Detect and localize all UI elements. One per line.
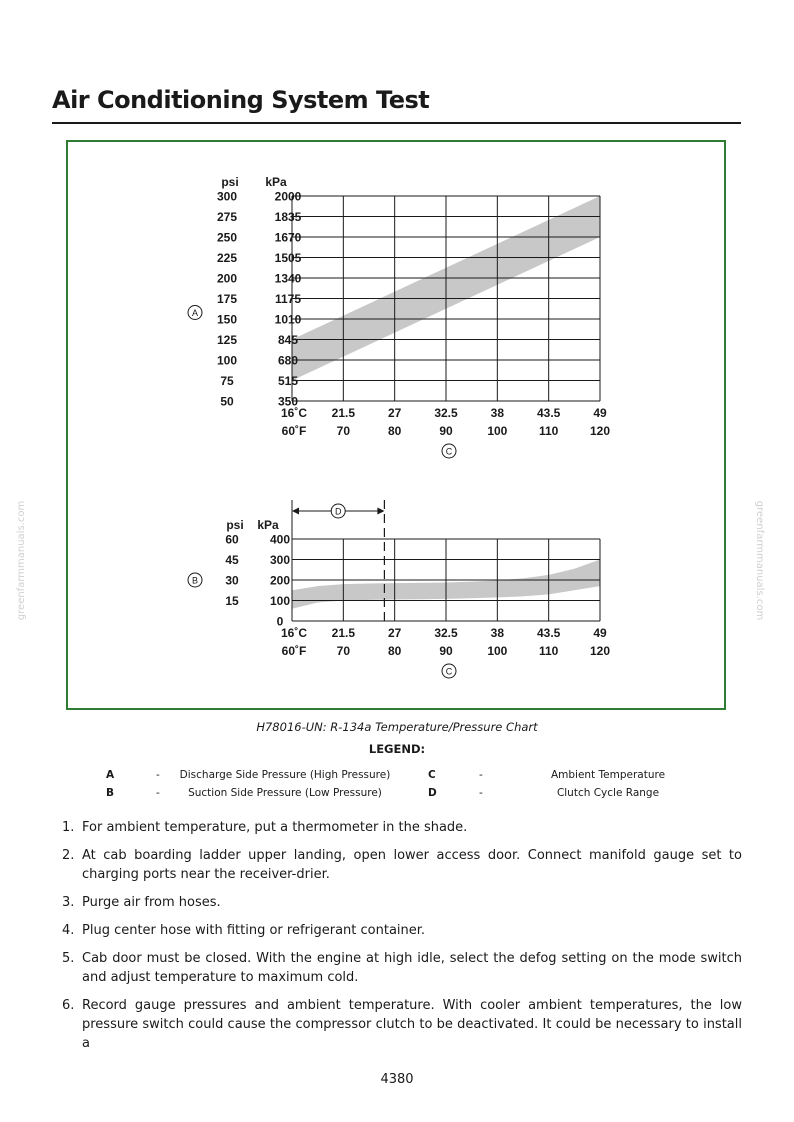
chart-a-psi-tick: 50 bbox=[220, 394, 234, 409]
chart-a-fahrenheit-tick: 120 bbox=[589, 424, 611, 438]
chart-a-marker-label: A bbox=[191, 308, 199, 318]
chart-a-kpa-label: kPa bbox=[265, 175, 287, 189]
chart-b-fahrenheit-tick: 110 bbox=[538, 644, 559, 658]
list-item bbox=[62, 893, 742, 912]
chart-a-kpa-tick: 1670 bbox=[274, 230, 302, 245]
list-item bbox=[62, 949, 742, 987]
chart-b-celsius-tick: 49 bbox=[593, 626, 607, 640]
chart-b-psi-tick: 30 bbox=[225, 573, 239, 588]
chart-a-fahrenheit-tick: 70 bbox=[336, 424, 351, 438]
legend-dash-a: - bbox=[156, 769, 160, 781]
chart-b-celsius-tick: 32.5 bbox=[434, 626, 458, 640]
legend-dash-b: - bbox=[156, 787, 160, 799]
chart-a-celsius-tick: 27 bbox=[387, 406, 402, 420]
chart-a-fahrenheit-tick: 90 bbox=[439, 424, 453, 438]
page-number: 4380 bbox=[380, 1072, 414, 1087]
chart-a-kpa-tick: 515 bbox=[277, 374, 299, 388]
chart-a-psi-label: psi bbox=[221, 175, 239, 189]
legend-text-a: Discharge Side Pressure (High Pressure) bbox=[179, 769, 391, 781]
chart-a-psi-tick: 75 bbox=[220, 374, 234, 388]
chart-b-celsius-tick: 43.5 bbox=[536, 626, 561, 640]
legend-key-a: A bbox=[106, 769, 115, 781]
list-item bbox=[62, 846, 742, 884]
legend-title: LEGEND: bbox=[368, 742, 426, 756]
step-text: For ambient temperature, put a thermometer in the shade. bbox=[82, 820, 468, 835]
chart-b-celsius-tick: 21.5 bbox=[331, 626, 356, 640]
chart-a-kpa-tick: 350 bbox=[277, 394, 299, 409]
chart-b-fahrenheit-tick: 80 bbox=[387, 644, 402, 658]
chart-a-kpa-tick: 680 bbox=[277, 353, 299, 368]
chart-a-psi-tick: 100 bbox=[216, 353, 238, 368]
step-text: Plug center hose with fitting or refrigerant container. bbox=[82, 923, 426, 938]
list-item bbox=[62, 818, 742, 837]
chart-a-fahrenheit-tick: 80 bbox=[387, 424, 402, 438]
chart-a-fahrenheit-tick: 60˚F bbox=[281, 424, 307, 438]
chart-a-fahrenheit-tick: 100 bbox=[487, 424, 508, 438]
chart-b-psi-label: psi bbox=[226, 518, 244, 532]
step-text: Purge air from hoses. bbox=[82, 895, 221, 910]
legend-text-d: Clutch Cycle Range bbox=[556, 787, 660, 799]
chart-a-kpa-tick: 1835 bbox=[274, 210, 302, 224]
legend-key-d: D bbox=[428, 787, 437, 799]
step-number: 2. bbox=[62, 848, 75, 863]
chart-b-kpa-tick: 0 bbox=[276, 614, 284, 629]
legend-key-b: B bbox=[106, 787, 115, 799]
chart-a-celsius-tick: 38 bbox=[490, 406, 505, 420]
legend-dash-d: - bbox=[479, 787, 483, 799]
chart-b-psi-tick: 60 bbox=[225, 532, 239, 547]
chart-a-kpa-tick: 2000 bbox=[274, 189, 302, 204]
list-item bbox=[62, 921, 742, 940]
legend-dash-c: - bbox=[479, 769, 483, 781]
chart-a-celsius-tick: 16˚C bbox=[280, 406, 308, 420]
chart-a-celsius-tick: 49 bbox=[593, 406, 607, 420]
chart-b-kpa-tick: 400 bbox=[269, 532, 291, 547]
chart-b-kpa-tick: 100 bbox=[269, 594, 291, 608]
chart-a-psi-tick: 125 bbox=[216, 333, 238, 347]
legend-key-c: C bbox=[428, 769, 436, 781]
watermark-left: greenfarmmanuals.com bbox=[16, 500, 28, 621]
chart-b-marker-label: B bbox=[191, 575, 199, 586]
chart-a-celsius-tick: 32.5 bbox=[434, 406, 458, 420]
chart-a-kpa-tick: 1340 bbox=[274, 271, 302, 286]
chart-b-fahrenheit-tick: 100 bbox=[487, 644, 508, 658]
step-number: 4. bbox=[62, 923, 75, 938]
clutch-range-marker-label: D bbox=[334, 506, 342, 517]
chart-b-psi-tick: 15 bbox=[225, 594, 239, 608]
chart-b-celsius-tick: 27 bbox=[387, 626, 402, 640]
chart-b-psi-tick: 45 bbox=[225, 553, 239, 567]
chart-b-celsius-tick: 38 bbox=[490, 626, 505, 640]
step-number: 5. bbox=[62, 951, 75, 966]
chart-a-psi-tick: 275 bbox=[216, 210, 238, 224]
chart-b-fahrenheit-tick: 60˚F bbox=[281, 644, 307, 658]
chart-a-kpa-tick: 1505 bbox=[274, 251, 302, 265]
clutch-range-arrowhead-left bbox=[292, 508, 299, 515]
chart-b-fahrenheit-tick: 120 bbox=[589, 644, 611, 658]
chart-b-x-marker-label: C bbox=[445, 666, 453, 677]
chart-a-psi-tick: 150 bbox=[216, 312, 238, 327]
step-text: At cab boarding ladder upper landing, open lower access door. Connect manifold gauge set to charging ports near the receiver-drier. bbox=[82, 848, 742, 882]
chart-b-kpa-tick: 300 bbox=[269, 553, 291, 567]
legend-text-b: Suction Side Pressure (Low Pressure) bbox=[188, 787, 382, 799]
chart-a-psi-tick: 250 bbox=[216, 230, 238, 245]
chart-a-x-marker-label: C bbox=[445, 446, 453, 457]
chart-a-kpa-tick: 845 bbox=[277, 333, 299, 347]
page-title: Air Conditioning System Test bbox=[52, 86, 430, 114]
chart-b-fahrenheit-tick: 90 bbox=[439, 644, 453, 658]
legend-text-c: Ambient Temperature bbox=[550, 769, 666, 781]
chart-a-kpa-tick: 1010 bbox=[274, 312, 302, 327]
chart-a-fahrenheit-tick: 110 bbox=[538, 424, 559, 438]
chart-b-kpa-tick: 200 bbox=[269, 573, 291, 588]
chart-a-celsius-tick: 21.5 bbox=[331, 406, 356, 420]
clutch-range-arrowhead-right bbox=[377, 508, 384, 515]
procedure-steps bbox=[62, 818, 742, 1062]
chart-b-kpa-label: kPa bbox=[257, 518, 279, 532]
chart-a-psi-tick: 200 bbox=[216, 271, 238, 286]
chart-b-celsius-tick: 16˚C bbox=[280, 626, 308, 640]
chart-a-psi-tick: 225 bbox=[216, 251, 238, 265]
step-number: 1. bbox=[62, 820, 75, 835]
chart-a-celsius-tick: 43.5 bbox=[536, 406, 561, 420]
step-text: Cab door must be closed. With the engine at high idle, select the defog setting on the mode switch and adjust temperature to maximum cold. bbox=[82, 951, 742, 985]
figure-caption: H78016-UN: R-134a Temperature/Pressure Chart bbox=[256, 720, 538, 734]
step-number: 6. bbox=[62, 998, 75, 1013]
list-item bbox=[62, 996, 742, 1053]
step-number: 3. bbox=[62, 895, 75, 910]
chart-a-psi-tick: 300 bbox=[216, 189, 238, 204]
watermark-right: greenfarmmanuals.com bbox=[754, 500, 766, 621]
chart-a-psi-tick: 175 bbox=[216, 292, 238, 306]
chart-a-kpa-tick: 1175 bbox=[274, 292, 302, 306]
step-text: Record gauge pressures and ambient temperature. With cooler ambient temperatures, the low pressure switch could cause the compressor clutch to be deactivated. It could be necessary to install a bbox=[82, 998, 742, 1051]
chart-b-fahrenheit-tick: 70 bbox=[336, 644, 351, 658]
